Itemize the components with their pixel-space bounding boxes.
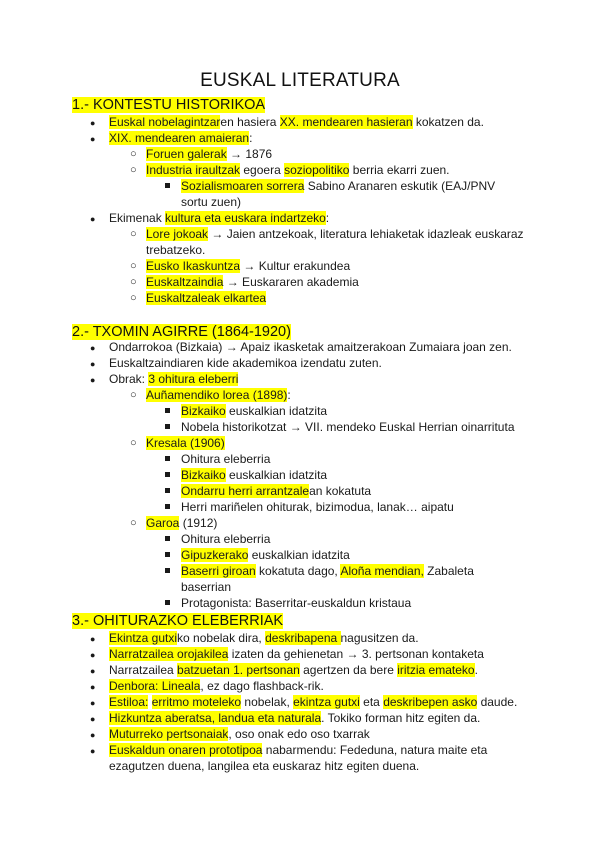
list-item bbox=[146, 226, 524, 242]
bullet-square-icon bbox=[165, 178, 170, 194]
document-title: EUSKAL LITERATURA bbox=[200, 70, 400, 91]
highlighted-text: erritmo moteleko bbox=[151, 695, 242, 709]
text-run: Ohitura eleberria bbox=[181, 532, 271, 546]
highlighted-text: soziopolitiko bbox=[284, 163, 350, 177]
list-item bbox=[146, 146, 272, 162]
text-run: , oso onak edo oso txarrak bbox=[228, 727, 370, 741]
section-heading-text: 2.- TXOMIN AGIRRE (1864-1920) bbox=[72, 324, 291, 340]
highlighted-text: batzuetan 1. pertsonan bbox=[177, 663, 300, 677]
highlighted-text: Garoa bbox=[146, 516, 180, 530]
highlighted-text: Muturreko pertsonaiak bbox=[109, 727, 229, 741]
text-run: kokatuta dago, bbox=[255, 564, 341, 578]
bullet-disc-icon: ● bbox=[90, 682, 96, 692]
highlighted-text: XIX. mendearen amaieran bbox=[109, 131, 250, 145]
list-item bbox=[109, 210, 329, 226]
highlighted-text: Baserri giroan bbox=[181, 564, 256, 578]
text-run: Ondarrokoa (Bizkaia) → Apaiz ikasketak amaitzerakoan Zumaiara joan zen. bbox=[109, 340, 512, 354]
list-item bbox=[146, 515, 217, 531]
highlighted-text: Euskaltzaleak elkartea bbox=[146, 291, 267, 305]
text-run: berria ekarri zuen. bbox=[349, 163, 450, 177]
text-run: Herri mariñelen ohiturak, bizimodua, lanak… aipatu bbox=[181, 500, 454, 514]
highlighted-text: XX. mendearen hasieran bbox=[279, 115, 413, 129]
highlighted-text: Aloña mendian, bbox=[340, 564, 424, 578]
text-run: Ekimenak bbox=[109, 211, 166, 225]
bullet-disc-icon: ● bbox=[90, 746, 96, 756]
text-run: Protagonista: Baserritar-euskaldun kristaua bbox=[181, 596, 412, 610]
list-item bbox=[146, 162, 450, 178]
bullet-circle-icon: ○ bbox=[130, 292, 137, 304]
highlighted-text: Industria iraultzak bbox=[146, 163, 241, 177]
text-run: euskalkian idatzita bbox=[248, 548, 350, 562]
list-item bbox=[109, 742, 487, 758]
bullet-circle-icon: ○ bbox=[130, 148, 137, 160]
highlighted-text: deskribapena bbox=[265, 631, 341, 645]
bullet-disc-icon: ● bbox=[90, 118, 96, 128]
text-run: Obrak: bbox=[109, 372, 149, 386]
list-item bbox=[181, 483, 371, 499]
list-item bbox=[146, 435, 225, 451]
highlighted-text: Ondarru herri arrantzale bbox=[181, 484, 310, 498]
list-item bbox=[181, 579, 231, 595]
bullet-circle-icon: ○ bbox=[130, 276, 137, 288]
text-run: → Jaien antzekoak, literatura lehiaketak idazleak euskaraz bbox=[208, 227, 524, 241]
bullet-disc-icon: ● bbox=[90, 650, 96, 660]
list-item bbox=[109, 678, 324, 694]
highlighted-text: Kresala (1906) bbox=[146, 436, 225, 450]
bullet-circle-icon: ○ bbox=[130, 517, 137, 529]
text-run: ko nobelak dira, bbox=[177, 631, 266, 645]
text-run: Narratzailea bbox=[109, 663, 178, 677]
text-run: ezagutzen duena, langilea eta euskaraz hitz egiten duena. bbox=[109, 759, 420, 773]
list-item bbox=[109, 694, 517, 710]
list-item bbox=[109, 710, 480, 726]
text-run: agertzen da bere bbox=[299, 663, 398, 677]
list-item bbox=[109, 339, 512, 355]
list-item bbox=[181, 563, 474, 579]
bullet-disc-icon: ● bbox=[90, 375, 96, 385]
bullet-disc-icon: ● bbox=[90, 359, 96, 369]
text-run: Nobela historikotzat → VII. mendeko Euskal Herrian oinarrituta bbox=[181, 420, 515, 434]
bullet-square-icon bbox=[165, 595, 170, 611]
bullet-square-icon bbox=[165, 467, 170, 483]
text-run: → 1876 bbox=[226, 147, 273, 161]
list-item bbox=[146, 242, 205, 258]
text-run: nobelak, bbox=[241, 695, 294, 709]
highlighted-text: Euskal nobelagintzar bbox=[109, 115, 221, 129]
list-item bbox=[109, 646, 484, 662]
text-run: , ez dago flashback-rik. bbox=[200, 679, 324, 693]
bullet-disc-icon: ● bbox=[90, 666, 96, 676]
bullet-circle-icon: ○ bbox=[130, 164, 137, 176]
highlighted-text: Eusko Ikaskuntza bbox=[146, 259, 241, 273]
list-item bbox=[181, 451, 270, 467]
text-run: an kokatuta bbox=[309, 484, 372, 498]
text-run: : bbox=[287, 388, 291, 402]
text-run: Euskaltzaindiaren kide akademikoa izendatu zuten. bbox=[109, 356, 382, 370]
bullet-disc-icon: ● bbox=[90, 634, 96, 644]
list-item bbox=[109, 130, 252, 146]
highlighted-text: Bizkaiko bbox=[181, 404, 226, 418]
list-item bbox=[109, 355, 382, 371]
bullet-square-icon bbox=[165, 483, 170, 499]
text-run: eta bbox=[359, 695, 384, 709]
text-run: trebatzeko. bbox=[146, 243, 206, 257]
list-item bbox=[181, 547, 350, 563]
bullet-circle-icon: ○ bbox=[130, 228, 137, 240]
section-heading bbox=[72, 612, 283, 631]
highlighted-text: Estiloa: bbox=[109, 695, 149, 709]
text-run: Zabaleta bbox=[423, 564, 474, 578]
highlighted-text: Gipuzkerako bbox=[181, 548, 249, 562]
highlighted-text: deskribepen asko bbox=[383, 695, 478, 709]
highlighted-text: Denbora: Lineala bbox=[109, 679, 201, 693]
highlighted-text: 3 ohitura eleberri bbox=[148, 372, 239, 386]
text-run: : bbox=[249, 131, 253, 145]
highlighted-text: Ekintza gutxi bbox=[109, 631, 178, 645]
text-run: → Euskararen akademia bbox=[223, 275, 359, 289]
highlighted-text: Sozialismoaren sorrera bbox=[181, 179, 305, 193]
highlighted-text: Foruen galerak bbox=[146, 147, 227, 161]
text-run: nagusitzen da. bbox=[340, 631, 419, 645]
bullet-disc-icon: ● bbox=[90, 134, 96, 144]
list-item bbox=[109, 662, 478, 678]
bullet-disc-icon: ● bbox=[90, 714, 96, 724]
text-run: en hasiera bbox=[220, 115, 280, 129]
highlighted-text: Euskaltzaindia bbox=[146, 275, 224, 289]
list-item bbox=[181, 531, 270, 547]
list-item bbox=[109, 371, 238, 387]
text-run: egoera bbox=[240, 163, 285, 177]
list-item bbox=[181, 403, 327, 419]
list-item bbox=[181, 194, 241, 210]
bullet-disc-icon: ● bbox=[90, 214, 96, 224]
highlighted-text: Euskaldun onaren prototipoa bbox=[109, 743, 263, 757]
list-item bbox=[109, 726, 370, 742]
bullet-square-icon bbox=[165, 499, 170, 515]
bullet-disc-icon: ● bbox=[90, 343, 96, 353]
list-item bbox=[181, 419, 515, 435]
list-item bbox=[146, 258, 350, 274]
text-run: euskalkian idatzita bbox=[225, 468, 328, 482]
list-item bbox=[146, 387, 291, 403]
highlighted-text: Lore jokoak bbox=[146, 227, 209, 241]
section-heading-text: 1.- KONTESTU HISTORIKOA bbox=[72, 97, 266, 113]
bullet-square-icon bbox=[165, 563, 170, 579]
text-run: (1912) bbox=[179, 516, 218, 530]
text-run: nabarmendu: Fededuna, natura maite eta bbox=[262, 743, 488, 757]
bullet-circle-icon: ○ bbox=[130, 260, 137, 272]
list-item bbox=[181, 467, 327, 483]
bullet-circle-icon: ○ bbox=[130, 389, 137, 401]
highlighted-text: iritzia emateko bbox=[397, 663, 475, 677]
bullet-square-icon bbox=[165, 419, 170, 435]
bullet-square-icon bbox=[165, 403, 170, 419]
highlighted-text: kultura eta euskara indartzeko bbox=[165, 211, 326, 225]
bullet-square-icon bbox=[165, 451, 170, 467]
text-run: daude. bbox=[477, 695, 518, 709]
text-run: . bbox=[474, 663, 478, 677]
list-item bbox=[109, 758, 419, 774]
list-item bbox=[146, 290, 266, 306]
list-item bbox=[181, 178, 495, 194]
section-heading-text: 3.- OHITURAZKO ELEBERRIAK bbox=[72, 613, 284, 629]
section-heading bbox=[72, 96, 265, 115]
list-item bbox=[181, 595, 411, 611]
bullet-disc-icon: ● bbox=[90, 730, 96, 740]
list-item bbox=[109, 114, 484, 130]
text-run: baserrian bbox=[181, 580, 232, 594]
text-run: Ohitura eleberria bbox=[181, 452, 271, 466]
list-item bbox=[181, 499, 454, 515]
text-run: : bbox=[325, 211, 330, 225]
text-run: . Tokiko forman hitz egiten da. bbox=[321, 711, 481, 725]
highlighted-text: ekintza gutxi bbox=[293, 695, 360, 709]
list-item bbox=[109, 630, 419, 646]
list-item bbox=[146, 274, 359, 290]
bullet-square-icon bbox=[165, 531, 170, 547]
highlighted-text: Auñamendiko lorea (1898) bbox=[146, 388, 288, 402]
highlighted-text: Bizkaiko bbox=[181, 468, 226, 482]
text-run: izaten da gehienetan → 3. pertsonan kontaketa bbox=[228, 647, 484, 661]
highlighted-text: Hizkuntza aberatsa, landua eta naturala bbox=[109, 711, 322, 725]
text-run: sortu zuen) bbox=[181, 195, 242, 209]
text-run: kokatzen da. bbox=[412, 115, 484, 129]
bullet-circle-icon: ○ bbox=[130, 437, 137, 449]
text-run: → Kultur erakundea bbox=[240, 259, 351, 273]
bullet-square-icon bbox=[165, 547, 170, 563]
text-run: euskalkian idatzita bbox=[225, 404, 328, 418]
text-run: Sabino Aranaren eskutik (EAJ/PNV bbox=[304, 179, 496, 193]
highlighted-text: Narratzailea orojakilea bbox=[109, 647, 229, 661]
bullet-disc-icon: ● bbox=[90, 698, 96, 708]
